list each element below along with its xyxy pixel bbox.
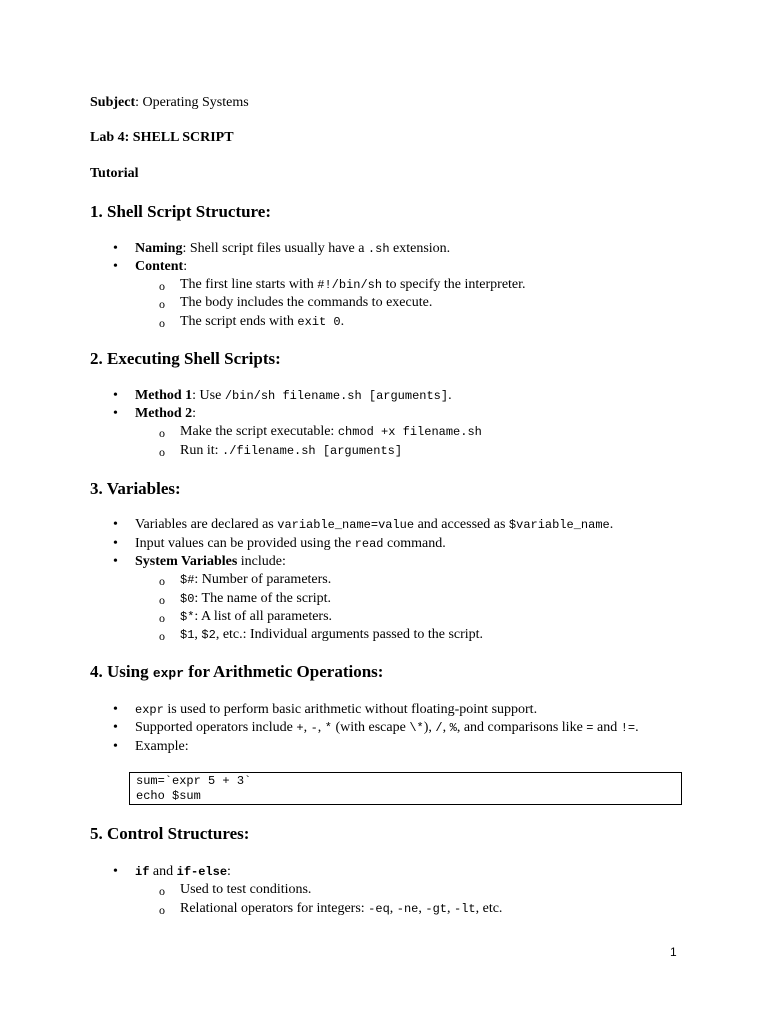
- inline-code: if-else: [176, 865, 228, 879]
- section-3-heading: 3. Variables:: [90, 479, 181, 498]
- bullet-icon: •: [113, 259, 118, 274]
- text: .: [609, 517, 614, 532]
- inline-code: variable_name=value: [277, 518, 415, 532]
- inline-code: expr: [152, 666, 185, 681]
- code-line: echo $sum: [136, 789, 201, 803]
- text: : The name of the script.: [194, 591, 331, 606]
- sub-list-item: [180, 608, 332, 626]
- text: ,: [194, 627, 202, 642]
- list-item: [135, 701, 537, 719]
- inline-code: $variable_name: [508, 518, 610, 532]
- page-number: 1: [670, 945, 677, 959]
- section-2-heading: 2. Executing Shell Scripts:: [90, 349, 281, 368]
- inline-code: /bin/sh filename.sh [arguments]: [224, 389, 449, 403]
- text: and accessed as: [414, 517, 509, 532]
- content-label: Content: [135, 259, 184, 274]
- subject-label: Subject: [90, 95, 136, 110]
- text: : A list of all parameters.: [194, 609, 333, 624]
- sub-list-item: [180, 626, 483, 644]
- sub-bullet-icon: o: [159, 297, 165, 311]
- inline-code: /: [435, 721, 443, 735]
- tutorial-text: Tutorial: [90, 166, 139, 181]
- text: Variables are declared as: [135, 517, 278, 532]
- inline-code: $1: [180, 628, 195, 642]
- code-line: sum=`expr 5 + 3`: [136, 774, 252, 788]
- inline-code: $2: [201, 628, 216, 642]
- sub-list-item: The body includes the commands to execute.: [180, 295, 433, 310]
- bullet-icon: •: [113, 720, 118, 735]
- sub-bullet-icon: o: [159, 884, 165, 898]
- lab-title: [90, 129, 234, 147]
- bullet-icon: •: [113, 517, 118, 532]
- bullet-icon: •: [113, 702, 118, 717]
- text: ,: [303, 720, 311, 735]
- text: Make the script executable:: [180, 424, 338, 439]
- inline-code: -ne: [396, 902, 419, 916]
- inline-code: =: [586, 721, 594, 735]
- inline-code: ./filename.sh [arguments]: [222, 444, 403, 458]
- inline-code: #!/bin/sh: [317, 278, 383, 292]
- text: for Arithmetic Operations:: [184, 662, 384, 681]
- list-item-method-1: [135, 387, 452, 405]
- sub-bullet-icon: o: [159, 426, 165, 440]
- text: (with escape: [331, 720, 410, 735]
- inline-code: read: [354, 537, 384, 551]
- text: ,: [389, 901, 397, 916]
- sub-bullet-icon: o: [159, 593, 165, 607]
- text: ,: [442, 720, 450, 735]
- text: command.: [383, 536, 446, 551]
- inline-code: *: [324, 721, 332, 735]
- text: ,: [317, 720, 325, 735]
- inline-code: $0: [180, 592, 195, 606]
- section-4-heading: [90, 662, 383, 684]
- text: The script ends with: [180, 314, 298, 329]
- bullet-icon: •: [113, 864, 118, 879]
- inline-code: expr: [135, 703, 164, 717]
- sub-list-item: [180, 276, 526, 294]
- sub-bullet-icon: o: [159, 903, 165, 917]
- text: : Use: [192, 388, 225, 403]
- naming-label: Naming: [135, 241, 183, 256]
- tutorial-label: [90, 165, 139, 183]
- sub-list-item: [180, 442, 402, 460]
- text: .: [340, 314, 345, 329]
- bullet-icon: •: [113, 536, 118, 551]
- list-item: [135, 516, 613, 534]
- inline-code: $#: [180, 573, 195, 587]
- text: , etc.: Individual arguments passed to the script.: [215, 627, 484, 642]
- text: .: [448, 388, 452, 403]
- text: extension.: [389, 241, 451, 256]
- section-5-heading: 5. Control Structures:: [90, 824, 250, 843]
- text: :: [227, 864, 231, 879]
- text: and: [593, 720, 621, 735]
- inline-code: if: [135, 865, 150, 879]
- text: and: [149, 864, 177, 879]
- text: ,: [418, 901, 426, 916]
- text: , etc.: [475, 901, 503, 916]
- sub-list-item: [180, 590, 331, 608]
- inline-code: \*: [409, 721, 424, 735]
- text: :: [183, 259, 188, 274]
- inline-code: $*: [180, 610, 195, 624]
- inline-code: -gt: [425, 902, 447, 916]
- sub-bullet-icon: o: [159, 279, 165, 293]
- list-item-content: [135, 258, 187, 276]
- text: is used to perform basic arithmetic without floating-point support.: [163, 702, 538, 717]
- inline-code: +: [296, 721, 304, 735]
- lab-title-text: Lab 4: SHELL SCRIPT: [90, 130, 234, 145]
- list-item-if: [135, 863, 231, 881]
- sub-list-item: [180, 423, 482, 441]
- inline-code: .sh: [367, 242, 390, 256]
- text: Relational operators for integers:: [180, 901, 369, 916]
- list-item-method-2: [135, 405, 196, 423]
- inline-code: -eq: [368, 902, 390, 916]
- text: : Shell script files usually have a: [182, 241, 368, 256]
- inline-code: exit 0: [297, 315, 341, 329]
- sub-list-item: Used to test conditions.: [180, 882, 312, 897]
- sub-list-item: [180, 313, 344, 331]
- inline-code: -lt: [454, 902, 476, 916]
- bullet-icon: •: [113, 388, 118, 403]
- sub-bullet-icon: o: [159, 611, 165, 625]
- inline-code: -: [310, 721, 318, 735]
- list-item-system-variables: [135, 553, 286, 571]
- bullet-icon: •: [113, 406, 118, 421]
- inline-code: %: [449, 721, 457, 735]
- section-1-heading: 1. Shell Script Structure:: [90, 202, 272, 221]
- list-item: [135, 535, 446, 553]
- subject-value: : Operating Systems: [135, 95, 249, 110]
- text: , and comparisons like: [456, 720, 587, 735]
- list-item: Example:: [135, 739, 189, 754]
- sub-bullet-icon: o: [159, 574, 165, 588]
- text: 4. Using: [90, 662, 153, 681]
- list-item-operators: [135, 719, 639, 737]
- text: to specify the interpreter.: [382, 277, 526, 292]
- inline-code: chmod +x filename.sh: [337, 425, 482, 439]
- code-block: [129, 772, 682, 805]
- text: : Number of parameters.: [194, 572, 332, 587]
- method-2-label: Method 2: [135, 406, 193, 421]
- system-variables-label: System Variables: [135, 554, 238, 569]
- sub-list-item: [180, 900, 502, 918]
- text: ,: [447, 901, 454, 916]
- sub-list-item: [180, 571, 331, 589]
- bullet-icon: •: [113, 739, 118, 754]
- sub-bullet-icon: o: [159, 629, 165, 643]
- bullet-icon: •: [113, 554, 118, 569]
- bullet-icon: •: [113, 241, 118, 256]
- sub-bullet-icon: o: [159, 445, 165, 459]
- text: Run it:: [180, 443, 223, 458]
- inline-code: !=: [620, 721, 636, 735]
- text: Input values can be provided using the: [135, 536, 355, 551]
- sub-bullet-icon: o: [159, 316, 165, 330]
- list-item-naming: [135, 240, 450, 258]
- text: .: [635, 720, 639, 735]
- text: :: [192, 406, 197, 421]
- subject-line: [90, 94, 249, 112]
- text: Supported operators include: [135, 720, 297, 735]
- method-1-label: Method 1: [135, 388, 193, 403]
- text: include:: [237, 554, 286, 569]
- text: The first line starts with: [180, 277, 318, 292]
- text: ),: [423, 720, 436, 735]
